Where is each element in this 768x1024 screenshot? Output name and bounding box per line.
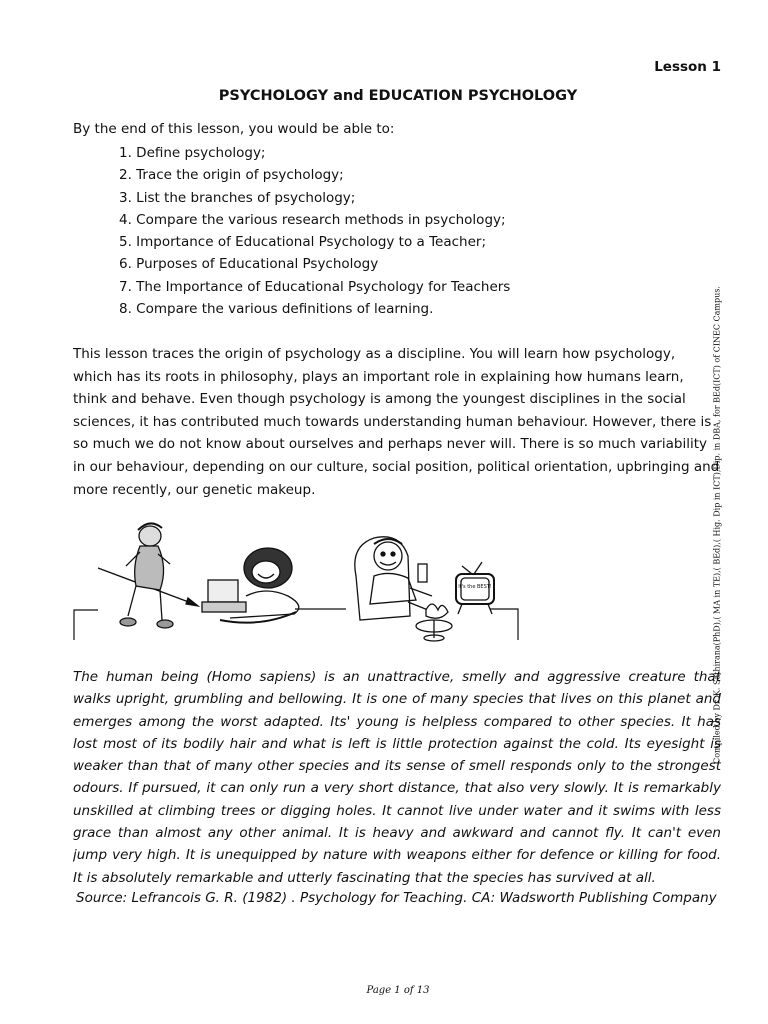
paragraph-line: sciences, it has contributed much towards understanding human behaviour. However, there is xyxy=(73,413,712,430)
evolution-cartoon xyxy=(70,516,530,646)
quote-line: jump very high. It is unequipped by nature with weapons either for defence or killing for food. xyxy=(73,847,721,864)
quote-line: odours. If pursued, it can only run a very short distance, that also very slowly. It is remarkably xyxy=(73,780,721,797)
quote-line: emerges among the worst adapted. Its' young is helpless compared to other species. It has xyxy=(73,713,721,730)
quote-line: lost most of its bodily hair and what is left is little protection against the cold. Its eyesight is xyxy=(73,735,721,752)
quote-line: It is absolutely remarkable and utterly fascinating that the species has survived at all. xyxy=(73,869,656,886)
intro-text: By the end of this lesson, you would be able to: xyxy=(73,121,395,137)
list-item: 3. List the branches of psychology; xyxy=(119,189,356,206)
list-item: 7. The Importance of Educational Psychology for Teachers xyxy=(119,278,511,295)
list-item: 2. Trace the origin of psychology; xyxy=(119,167,344,184)
caveman-figure xyxy=(98,523,198,628)
paragraph-line: in our behaviour, depending on our culture, social position, political orientation, upbringing and xyxy=(73,458,720,475)
list-item: 5. Importance of Educational Psychology to a Teacher; xyxy=(119,234,486,251)
list-item: 8. Compare the various definitions of learning. xyxy=(119,301,434,318)
list-item: 6. Purposes of Educational Psychology xyxy=(119,256,379,273)
source-citation: Source: Lefrancois G. R. (1982) . Psychology for Teaching. CA: Wadsworth Publishing Company xyxy=(76,890,717,906)
page-footer: Page 1 of 13 xyxy=(366,985,430,996)
objectives-list xyxy=(119,142,510,320)
list-item: 4. Compare the various research methods in psychology; xyxy=(119,211,506,228)
side-note-text: Compiled by Dr. K. Sathirana(PhD),( MA in TE),( BEd),( Hig. Dip in ICT),Dip. in DBA, for BEd(ICT) of CINEC Campus. xyxy=(712,286,721,764)
paragraph-line: think and behave. Even though psychology is among the youngest disciplines in the social xyxy=(73,391,686,408)
tv-screen-text: It's the BEST! xyxy=(458,584,492,590)
vertical-side-note xyxy=(712,280,721,770)
quote-line: The human being (Homo sapiens) is an unattractive, smelly and aggressive creature that xyxy=(73,669,721,685)
quote-line: walks upright, grumbling and bellowing. It is one of many species that lives on this planet and xyxy=(73,691,721,708)
quote-line: grace than almost any other animal. It is heavy and awkward and cannot fly. It can't even xyxy=(73,825,721,842)
list-item: 1. Define psychology; xyxy=(119,145,266,161)
lesson-label: Lesson 1 xyxy=(654,59,721,75)
intro-paragraph xyxy=(73,343,721,501)
paragraph-line: so much we do not know about ourselves and perhaps never will. There is so much variability xyxy=(73,436,708,453)
paragraph-line: which has its roots in philosophy, plays an important role in explaining how humans learn, xyxy=(73,368,684,385)
quote-line: unskilled at climbing trees or digging holes. It cannot live under water and it swims with less xyxy=(73,802,721,819)
quote-line: weaker than that of many other species and its sense of smell responds only to the strongest xyxy=(73,758,721,775)
paragraph-line: This lesson traces the origin of psychology as a discipline. You will learn how psychology, xyxy=(73,346,676,362)
quote-block xyxy=(73,666,721,889)
paragraph-line: more recently, our genetic makeup. xyxy=(73,481,316,498)
modern-man-figure xyxy=(355,537,452,641)
document-title: PSYCHOLOGY and EDUCATION PSYCHOLOGY xyxy=(218,88,578,104)
caveman-computer-figure xyxy=(202,548,299,623)
